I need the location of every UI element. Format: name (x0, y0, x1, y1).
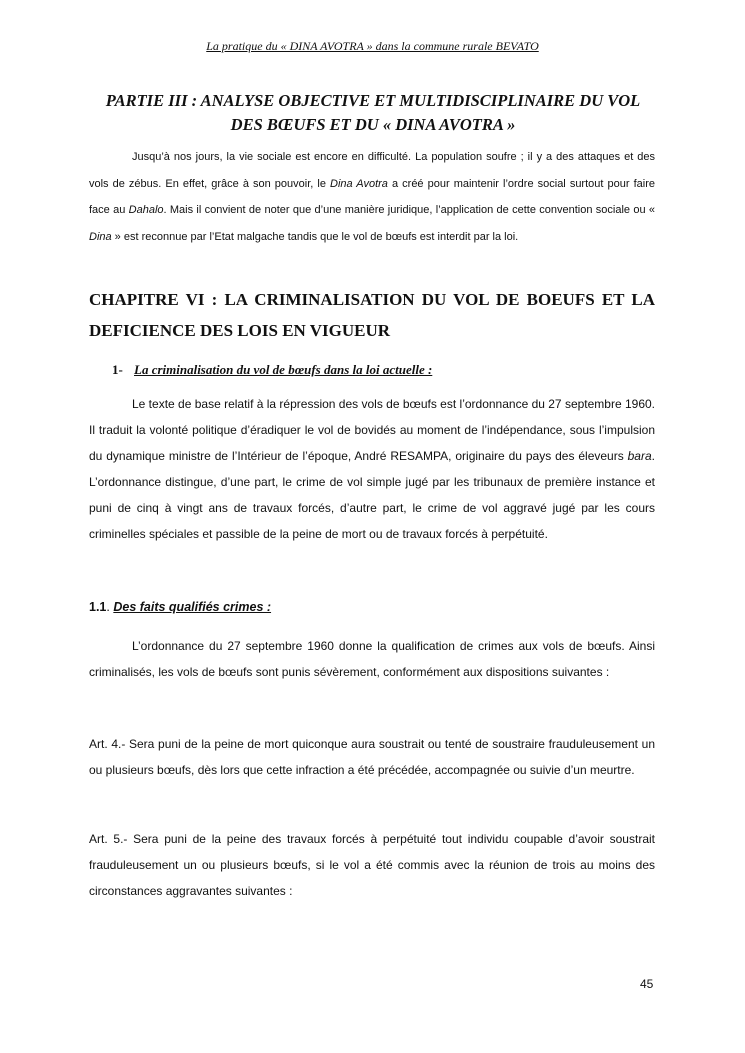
section-heading-1 (112, 362, 432, 378)
para-em-bara: bara (627, 449, 652, 463)
subsection-title: Des faits qualifiés crimes : (113, 600, 272, 614)
intro-em-dina: Dina (89, 230, 112, 243)
section-number: 1- (112, 362, 123, 377)
intro-em-dahalo: Dahalo (128, 204, 164, 216)
part-title: PARTIE III : ANALYSE OBJECTIVE ET MULTIDISCIPLINAIRE DU VOL DES BŒUFS ET DU « DINA AVOTRA » (105, 91, 641, 134)
intro-paragraph: Jusqu’à nos jours, la vie sociale est encore en difficulté. La population soufre ; il y a des attaques et des vols de zébus. En effet, grâce à son pouvoir, le Dina Avotra a créé pour maintenir l’ordre social surtout pour faire face au Dahalo. Mais il convient de noter que d’une manière juridique, l’application de cette convention sociale ou « Dina » est reconnue par l’Etat malgache tandis que le vol de bœufs est interdit par la loi. (89, 151, 655, 243)
chapter-title: CHAPITRE VI : LA CRIMINALISATION DU VOL DE BOEUFS ET LA DEFICIENCE DES LOIS EN VIGUEUR (89, 290, 655, 340)
subsection-heading-1-1: 1.1. Des faits qualifiés crimes : (89, 600, 272, 614)
paragraph-ordonnance: Le texte de base relatif à la répression des vols de bœufs est l’ordonnance du 27 septembre 1960. Il traduit la volonté politique d’éradiquer le vol de bovidés au moment de l’indépendance, sous l’impulsion du dynamique ministre de l’Intérieur de l’époque, André RESAMPA, originaire du pays des éleveurs bara. L’ordonnance distingue, d’une part, le crime de vol simple jugé par les tribunaux de première instance et puni de cinq à vingt ans de travaux forcés, d’autre part, le crime de vol aggravé jugé par les cours criminelles spéciales et passible de la peine de mort ou de travaux forcés à perpétuité. (89, 397, 655, 541)
section-title: La criminalisation du vol de bœufs dans la loi actuelle : (134, 362, 433, 377)
running-header: La pratique du « DINA AVOTRA » dans la commune rurale BEVATO (206, 39, 539, 53)
article-4: Art. 4.- Sera puni de la peine de mort quiconque aura soustrait ou tenté de soustraire frauduleusement un ou plusieurs bœufs, dès lors que cette infraction a été précédée, accompagnée ou suivie d’un meurtre. (89, 737, 655, 777)
page-number: 45 (640, 977, 654, 991)
paragraph-qualification: L’ordonnance du 27 septembre 1960 donne la qualification de crimes aux vols de bœufs. Ainsi criminalisés, les vols de bœufs sont punis sévèrement, conformément aux dispositions suivantes : (89, 639, 655, 679)
intro-em-dina-avotra: Dina Avotra (330, 177, 388, 190)
article-5: Art. 5.- Sera puni de la peine des travaux forcés à perpétuité tout individu coupable d’avoir soustrait frauduleusement un ou plusieurs bœufs, si le vol a été commis avec la réunion de trois au moins des circonstances aggravantes suivantes : (89, 832, 655, 898)
subsection-number: 1.1 (89, 600, 107, 614)
